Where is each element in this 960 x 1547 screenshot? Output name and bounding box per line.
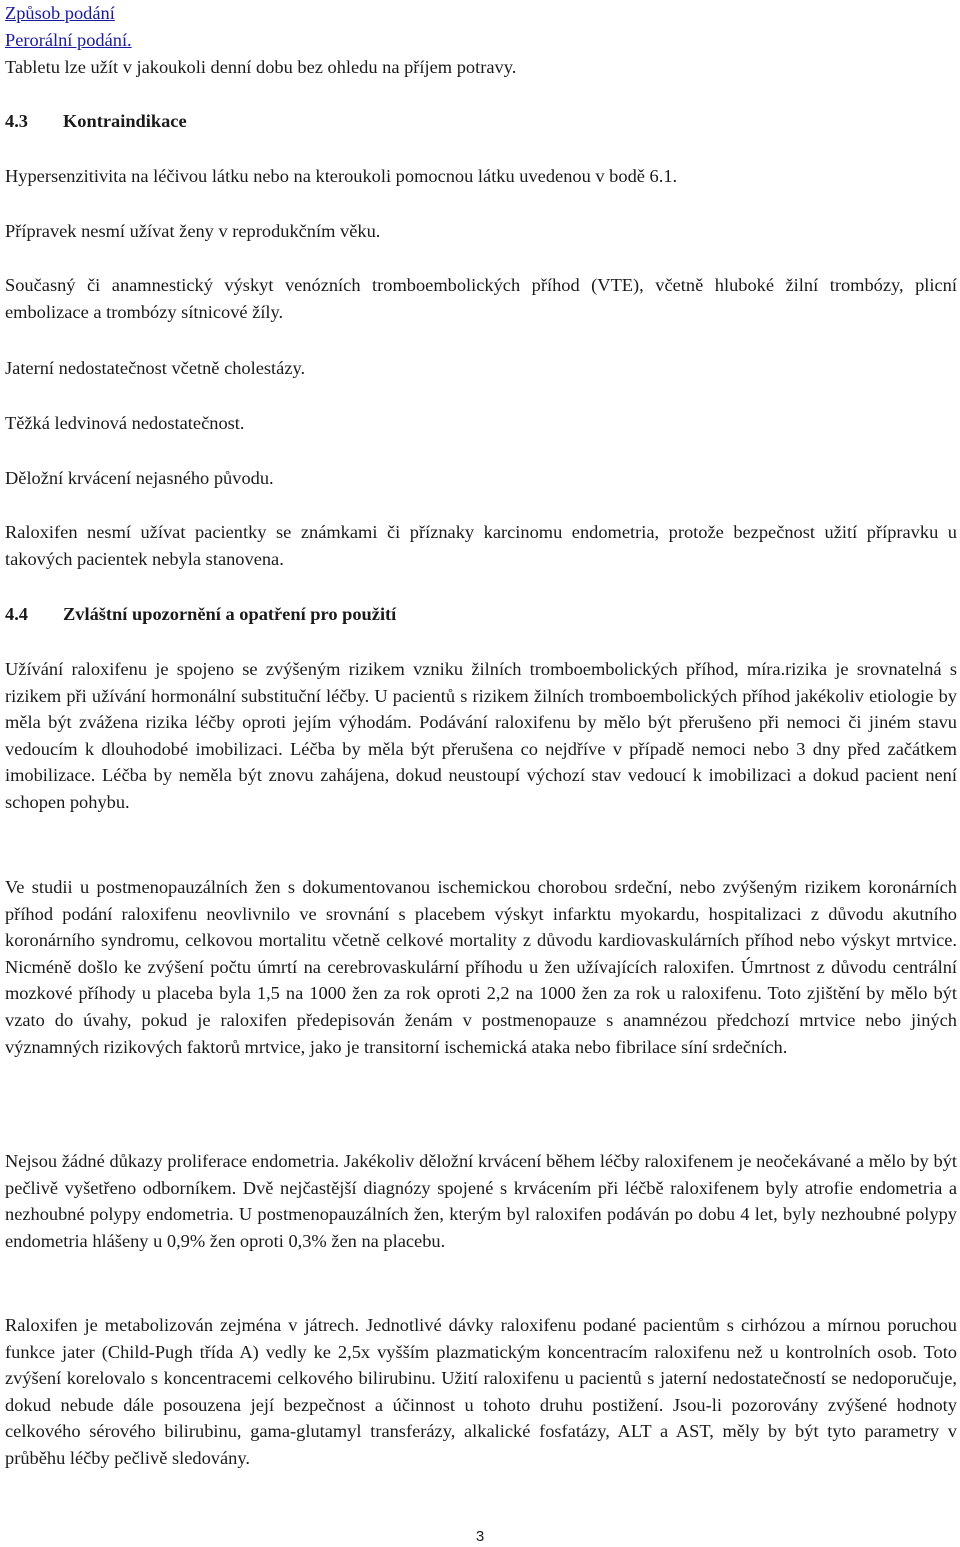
contraindication-item: Raloxifen nesmí užívat pacientky se známkami či příznaky karcinomu endometria, protože bezpečnost užití přípravku u takových pacientek nebyla stanovena. <box>5 522 957 569</box>
section-4-3-heading <box>5 108 957 135</box>
section-4-3-title: Kontraindikace <box>63 111 187 131</box>
page-number: 3 <box>475 1528 485 1545</box>
admin-title-link[interactable]: Způsob podání <box>5 3 115 23</box>
section-4-4-title: Zvláštní upozornění a opatření pro použití <box>63 604 397 624</box>
paragraph: Užívání raloxifenu je spojeno se zvýšeným rizikem vzniku žilních tromboembolických příhod, míra.rizika je srovnatelná s rizikem při užívání hormonální substituční léčby. U pacientů s rizikem žilních tromboembolických příhod jakékoliv etiologie by měla být zvážena rizika léčby oproti jejím výhodám. Podávání raloxifenu by mělo být přerušeno při nemoci či jiném stavu vedoucím k dlouhodobé imobilizaci. Léčba by měla být přerušena co nejdříve v případě nemoci nebo 3 dny před začátkem imobilizace. Léčba by neměla být znovu zahájena, dokud neustoupí výchozí stav vedoucí k imobilizaci a dokud pacient není schopen pohybu. <box>5 659 957 812</box>
admin-route-link[interactable]: Perorální podání. <box>5 30 132 50</box>
contraindication-item: Těžká ledvinová nedostatečnost. <box>5 413 245 433</box>
paragraph: Ve studii u postmenopauzálních žen s dokumentovanou ischemickou chorobou srdeční, nebo zvýšeným rizikem koronárních příhod podání raloxifenu neovlivnilo ve srovnání s placebem výskyt infarktu myokardu, hospitalizaci z důvodu akutního koronárního syndromu, celkovou mortalitu včetně celkové mortality z důvodu kardiovaskulárních příhod nebo výskyt mrtvice. Nicméně došlo ke zvýšení počtu úmrtí na cerebrovaskulární příhodu u žen užívajících raloxifen. Úmrtnost z důvodu centrální mozkové příhody u placeba byla 1,5 na 1000 žen za rok oproti 2,2 na 1000 žen za rok u raloxifenu. Toto zjištění by mělo být vzato do úvahy, pokud je raloxifen předepisován ženám v postmenopauze s anamnézou předchozí mrtvice nebo jiných významných rizikových faktorů mrtvice, jako je transitorní ischemická ataka nebo fibrilace síní srdečních. <box>5 877 957 1057</box>
paragraph: Nejsou žádné důkazy proliferace endometria. Jakékoliv děložní krvácení během léčby raloxifenem je neočekávané a mělo by být pečlivě vyšetřeno odborníkem. Dvě nejčastější diagnózy spojené s krvácením při léčbě raloxifenem byly atrofie endometria a nezhoubné polypy endometria. U postmenopauzálních žen, kterým byl raloxifen podáván po dobu 4 let, byly nezhoubné polypy endometria hlášeny u 0,9% žen oproti 0,3% žen na placebu. <box>5 1151 957 1251</box>
contraindication-item: Hypersenzitivita na léčivou látku nebo na kteroukoli pomocnou látku uvedenou v bodě 6.1. <box>5 166 678 186</box>
contraindication-item: Jaterní nedostatečnost včetně cholestázy. <box>5 358 306 378</box>
admin-text: Tabletu lze užít v jakoukoli denní dobu bez ohledu na příjem potravy. <box>5 57 517 77</box>
paragraph: Raloxifen je metabolizován zejména v játrech. Jednotlivé dávky raloxifenu podané pacientům s cirhózou a mírnou poruchou funkce jater (Child-Pugh třída A) vedly ke 2,5x vyšším plazmatickým koncentracím raloxifenu než u kontrolních osob. Toto zvýšení korelovalo s koncentracemi celkového bilirubinu. Užití raloxifenu u pacientů s jaterní nedostatečností se nedoporučuje, dokud nebude dále posouzena její bezpečnost a účinnost u tohoto druhu postižení. Jsou-li pozorovány zvýšené hodnoty celkového sérového bilirubinu, gama-glutamyl transferázy, alkalické fosfatázy, ALT a AST, měly by být tyto parametry v průběhu léčby pečlivě sledovány. <box>5 1315 957 1468</box>
contraindication-item: Děložní krvácení nejasného původu. <box>5 468 274 488</box>
section-4-4-number: 4.4 <box>5 604 28 624</box>
contraindication-item: Současný či anamnestický výskyt venózních tromboembolických příhod (VTE), včetně hluboké žilní trombózy, plicní embolizace a trombózy sítnicové žíly. <box>5 275 957 322</box>
section-4-3-number: 4.3 <box>5 111 28 131</box>
contraindication-item: Přípravek nesmí užívat ženy v reprodukčním věku. <box>5 221 381 241</box>
section-4-4-heading <box>5 601 957 628</box>
